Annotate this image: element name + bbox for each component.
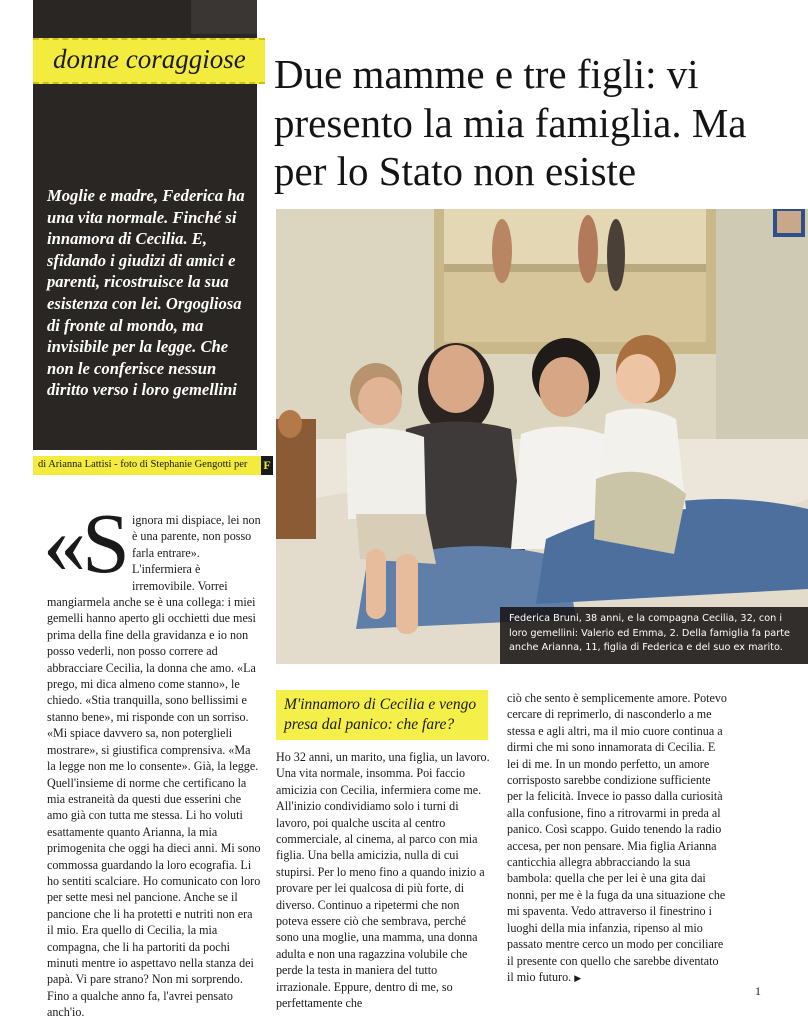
subheading: M'innamoro di Cecilia e vengo presa dal panico: che fare? — [284, 696, 477, 733]
continue-arrow-icon: ▶ — [574, 973, 582, 984]
column-3-text — [507, 690, 727, 987]
photo-caption: Federica Bruni, 38 anni, e la compagna Cecilia, 32, con i loro gemellini: Valerio ed Emma, 2. Della famiglia fa parte anche Arianna, 11, figlia di Federica e del suo ex marito. — [500, 607, 808, 664]
magazine-logo-icon: F — [261, 456, 273, 475]
column-3-body: ciò che sento è semplicemente amore. Potevo cercare di reprimerlo, di nasconderlo a me stessa e agli altri, ma il mio cuore continua a dirmi che mi sono innamorata di Cecilia. E lei di me. In un mondo perfetto, un amore corrisposto sarebbe condizione sufficiente per la felicità. Invece io passo dalla curiosità alla confusione, fino a ritrovarmi in preda al panico. Così scappo. Guido tenendo la radio accesa, per non pensare. Mia figlia Arianna canticchia allegra abbracciando la sua bambola: quella che per lei è una gita dai nonni, per me è la fuga da una situazione che mi spaventa. Vedo attraverso il finestrino i luoghi della mia infanzia, ripenso al mio passato mentre cerco un modo per conciliare il presente con quello che sarebbe diventato il mio futuro. — [507, 691, 727, 984]
headline: Due mamme e tre figli: vi presento la mia famiglia. Ma per lo Stato non esiste — [274, 51, 747, 194]
byline — [33, 456, 273, 475]
dropcap: «S — [43, 495, 126, 591]
column-2-text: Ho 32 anni, un marito, una figlia, un lavoro. Una vita normale, insomma. Poi faccio amicizia con Cecilia, infermiera come me. All'inizio condividiamo solo i turni di lavoro, poi qualche uscita al centro commerciale, al cinema, al parco con mia figlia. Una bella amicizia, nulla di cui stupirsi. Per lo meno fino a quando inizio a provare per lei qualcosa di più forte, di diverso. Continuo a ripetermi che non poteva essere ciò che sembrava, perché sono una moglie, una mamma, una donna adulta e non una ragazzina volubile che perde la testa in maniera del tutto irrazionale. Eppure, dentro di me, so perfettamente che — [276, 750, 490, 1011]
standfirst: Moglie e madre, Federica ha una vita normale. Finché si innamora di Cecilia. E, sfidando i giudizi di amici e parenti, ricostruisce la sua esistenza con lei. Orgogliosa di fronte al mondo, ma invisibile per la legge. Che non le conferisce nessun diritto verso i loro gemellini — [47, 186, 245, 400]
byline-text: di Arianna Lattisi - foto di Stephanie Gengotti per — [38, 459, 248, 470]
article-column-3 — [507, 690, 727, 987]
subheading-box — [276, 690, 488, 740]
panel-top-strip — [191, 0, 257, 34]
dropcap-box — [43, 495, 129, 591]
section-tag-label: donne coraggiose — [53, 44, 246, 74]
article-column-2 — [276, 749, 490, 1012]
column-1-text: ignora mi dispiace, lei non è una parente, non posso farla entrare». L'infermiera è irremovibile. Vorrei mangiarmela anche se è una collega: i miei gemelli hanno aperto gli occhietti due mesi prima della fine della gravidanza e io non posso vederli, non posso correre ad abbracciare Cecilia, la donna che amo. «La prego, mi dica almeno come stanno», le chiedo. «Stia tranquilla, sono bellissimi e stanno bene», mi risponde con un sorriso. «Mi spiace davvero sa, non poterglieli mostrare», si giustifica comprensiva. «Ma la legge non me lo consente». Già, la legge. Quell'insieme di norme che certificano la mia estraneità da questi due esserini che amo già con tutta me stessa. Li ho voluti esattamente quanto Arianna, la mia primogenita che oggi ha dieci anni. Mi sono commossa guardando la loro ecografia. Li ho sentiti scalciare. Ho comunicato con loro per sette mesi nel pancione. Anche se il pancione che li ha protetti e nutriti non era il mio. Era quello di Cecilia, la mia compagna, che li ha partoriti da pochi minuti mentre io aspettavo nella stanza dei papà. Vi pare strano? Non mi sorprendo. Fino a qualche anno fa, l'avrei pensato anch'io. — [47, 513, 261, 1020]
section-tag — [33, 38, 265, 84]
family-photo — [276, 209, 808, 664]
article-column-1 — [43, 495, 262, 1021]
page-number: 1 — [755, 984, 761, 998]
